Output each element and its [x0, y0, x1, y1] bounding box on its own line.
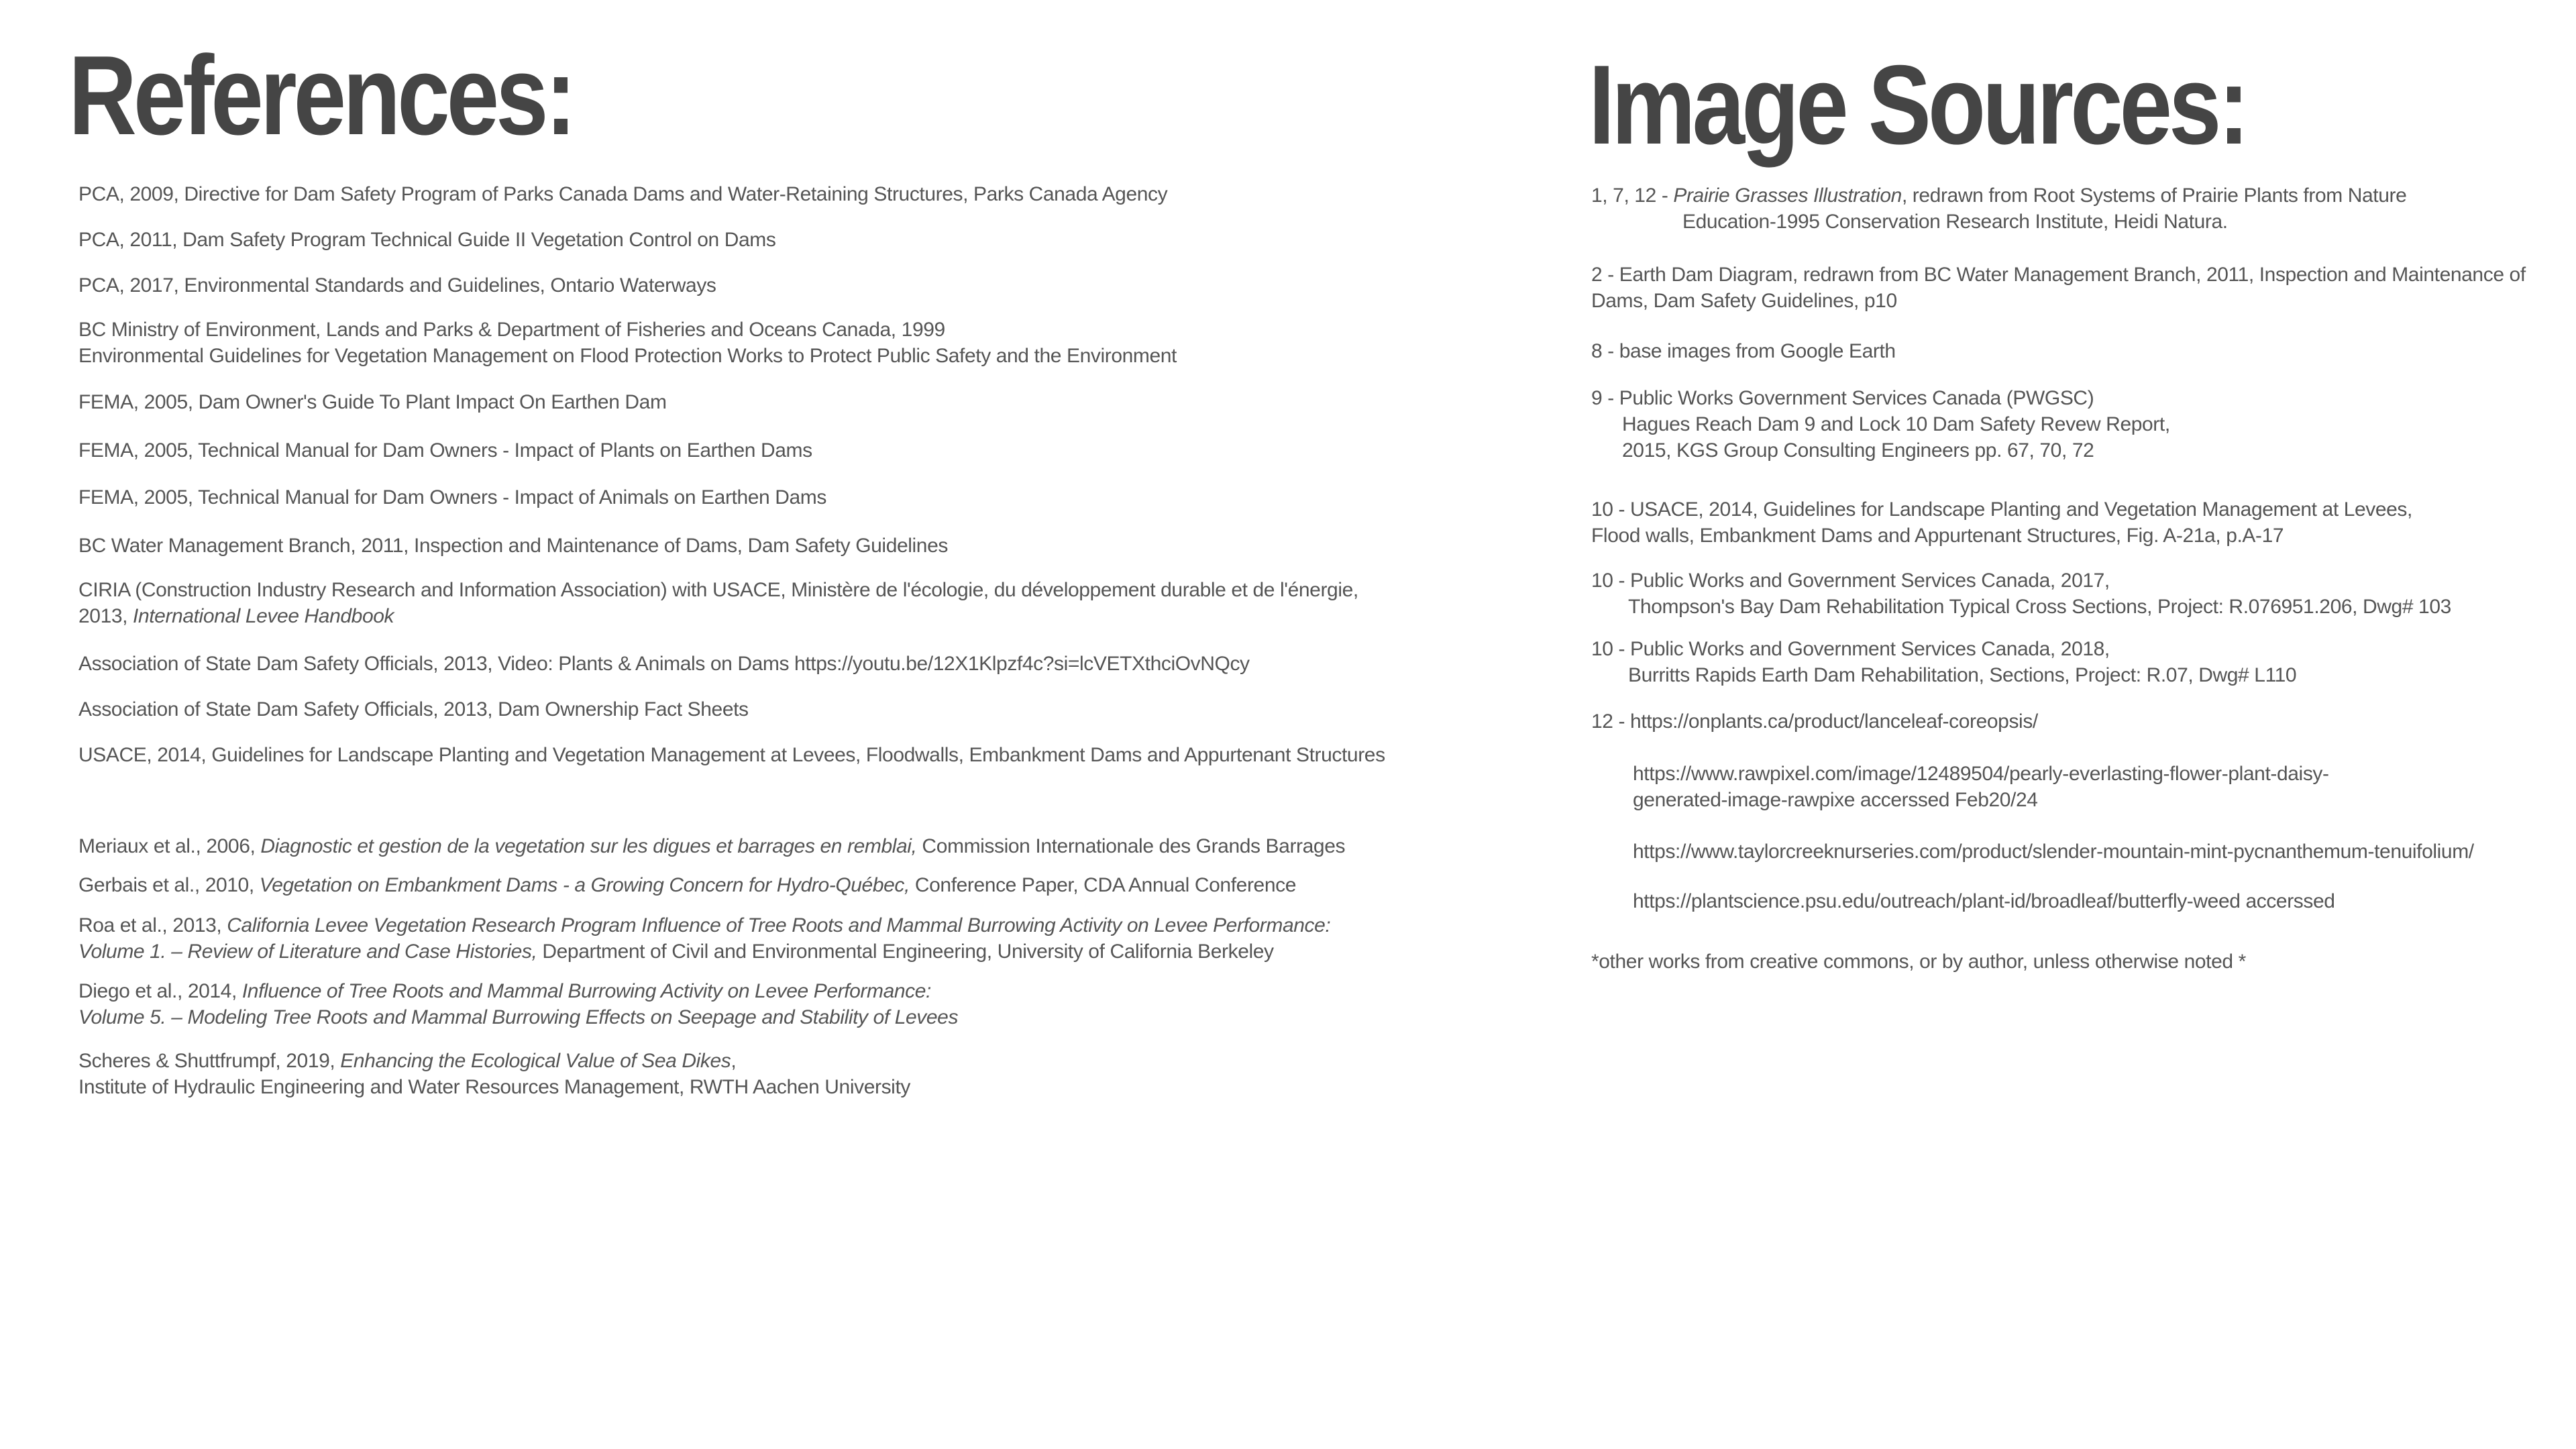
reference-item [78, 317, 1177, 369]
reference-item [78, 533, 948, 559]
reference-item [78, 872, 1296, 898]
image-source-item [1591, 839, 2474, 865]
reference-text: USACE, 2014, Guidelines for Landscape Planting and Vegetation Management at Levees, Floodwalls, Embankment Dams and Appurtenant Structures [78, 744, 1385, 766]
reference-text-line2: Volume 1. – Review of Literature and Case Histories, Department of Civil and Environmental Engineering, University of California Berkeley [78, 941, 1274, 963]
image-source-text-line2: Education-1995 Conservation Research Institute, Heidi Natura. [1682, 211, 2228, 233]
image-source-item [1591, 949, 2246, 975]
image-source-text: 8 - base images from Google Earth [1591, 340, 1896, 362]
references-heading: References: [68, 32, 574, 158]
reference-item [78, 833, 1345, 859]
reference-item [78, 437, 812, 464]
reference-text: FEMA, 2005, Technical Manual for Dam Owners - Impact of Animals on Earthen Dams [78, 486, 826, 508]
image-source-text: 10 - USACE, 2014, Guidelines for Landscape Planting and Vegetation Management at Levees, [1591, 498, 2412, 521]
reference-item [78, 227, 775, 253]
image-source-item [1591, 761, 2329, 813]
reference-item [78, 272, 716, 299]
reference-text: Scheres & Shuttfrumpf, 2019, Enhancing the Ecological Value of Sea Dikes, [78, 1050, 737, 1072]
image-source-text-line2: generated-image-rawpixe accerssed Feb20/24 [1633, 789, 2038, 811]
reference-text: PCA, 2017, Environmental Standards and Guidelines, Ontario Waterways [78, 274, 716, 297]
image-source-text: 9 - Public Works Government Services Canada (PWGSC) [1591, 387, 2094, 409]
image-source-item [1591, 496, 2412, 549]
reference-text: Gerbais et al., 2010, Vegetation on Embankment Dams - a Growing Concern for Hydro-Québec, Conference Paper, CDA Annual Conference [78, 874, 1296, 896]
image-source-text-line2: Dams, Dam Safety Guidelines, p10 [1591, 290, 1897, 312]
image-source-text-line2: Thompson's Bay Dam Rehabilitation Typical Cross Sections, Project: R.076951.206, Dwg# 103 [1628, 596, 2451, 618]
reference-text-line2: Volume 5. – Modeling Tree Roots and Mammal Burrowing Effects on Seepage and Stability of Levees [78, 1006, 959, 1028]
reference-text: PCA, 2009, Directive for Dam Safety Program of Parks Canada Dams and Water-Retaining Structures, Parks Canada Agency [78, 183, 1168, 205]
image-source-text: https://plantscience.psu.edu/outreach/plant-id/broadleaf/butterfly-weed accerssed [1633, 890, 2335, 912]
reference-text: Roa et al., 2013, California Levee Vegetation Research Program Influence of Tree Roots and Mammal Burrowing Activity on Levee Performance: [78, 914, 1331, 936]
image-source-text-line2: Flood walls, Embankment Dams and Appurtenant Structures, Fig. A-21a, p.A-17 [1591, 525, 2284, 547]
image-source-text: 10 - Public Works and Government Services Canada, 2018, [1591, 638, 2110, 660]
reference-text: Meriaux et al., 2006, Diagnostic et gestion de la vegetation sur les digues et barrages en remblai, Commission Internationale des Grands Barrages [78, 835, 1346, 857]
reference-item [78, 651, 1250, 677]
image-sources-heading: Image Sources: [1589, 42, 2247, 168]
reference-item [78, 696, 749, 722]
reference-item [78, 978, 958, 1030]
reference-item [78, 484, 826, 511]
reference-text-line2: Institute of Hydraulic Engineering and Water Resources Management, RWTH Aachen University [78, 1076, 910, 1098]
image-source-text: 12 - https://onplants.ca/product/lanceleaf-coreopsis/ [1591, 710, 2038, 733]
reference-text: CIRIA (Construction Industry Research and Information Association) with USACE, Ministère de l'écologie, du développement durable et de l'énergie, [78, 579, 1358, 601]
image-source-text: 10 - Public Works and Government Services Canada, 2017, [1591, 570, 2110, 592]
reference-item [78, 912, 1330, 965]
image-source-item [1591, 338, 1896, 364]
image-source-text: 2 - Earth Dam Diagram, redrawn from BC Water Management Branch, 2011, Inspection and Maintenance of [1591, 264, 2526, 286]
reference-item [78, 1048, 910, 1100]
image-source-text-line3: 2015, KGS Group Consulting Engineers pp. 67, 70, 72 [1622, 439, 2094, 462]
image-source-item [1591, 888, 2335, 914]
reference-item [78, 742, 1385, 768]
image-source-text: 1, 7, 12 - Prairie Grasses Illustration, redrawn from Root Systems of Prairie Plants from Nature [1591, 184, 2407, 207]
image-source-item [1591, 182, 2406, 235]
image-source-item [1591, 262, 2526, 314]
reference-text-line2: Environmental Guidelines for Vegetation Management on Flood Protection Works to Protect Public Safety and the Environment [78, 345, 1177, 367]
image-source-item [1591, 708, 2038, 735]
image-source-footnote: *other works from creative commons, or by author, unless otherwise noted * [1591, 951, 2246, 973]
reference-text: PCA, 2011, Dam Safety Program Technical Guide II Vegetation Control on Dams [78, 229, 776, 251]
reference-item [78, 181, 1167, 207]
reference-text: FEMA, 2005, Technical Manual for Dam Owners - Impact of Plants on Earthen Dams [78, 439, 812, 462]
reference-item [78, 389, 667, 415]
reference-text-line2: 2013, International Levee Handbook [78, 605, 394, 627]
reference-text: Association of State Dam Safety Officials, 2013, Dam Ownership Fact Sheets [78, 698, 749, 720]
reference-text: BC Ministry of Environment, Lands and Parks & Department of Fisheries and Oceans Canada, 1999 [78, 319, 945, 341]
reference-text: Association of State Dam Safety Officials, 2013, Video: Plants & Animals on Dams https://youtu.be/12X1Klpzf4c?si=lcVETXthciOvNQcy [78, 653, 1250, 675]
reference-text: Diego et al., 2014, Influence of Tree Roots and Mammal Burrowing Activity on Levee Performance: [78, 980, 931, 1002]
image-source-item [1591, 568, 2451, 620]
reference-text: FEMA, 2005, Dam Owner's Guide To Plant Impact On Earthen Dam [78, 391, 667, 413]
reference-item [78, 577, 1358, 629]
reference-text: BC Water Management Branch, 2011, Inspection and Maintenance of Dams, Dam Safety Guidelines [78, 535, 948, 557]
image-source-item [1591, 385, 2170, 464]
image-source-text-line2: Burritts Rapids Earth Dam Rehabilitation, Sections, Project: R.07, Dwg# L110 [1628, 664, 2297, 686]
image-source-text-line2: Hagues Reach Dam 9 and Lock 10 Dam Safety Revew Report, [1622, 413, 2170, 435]
image-source-text: https://www.rawpixel.com/image/12489504/pearly-everlasting-flower-plant-daisy- [1633, 763, 2329, 785]
image-source-item [1591, 636, 2296, 688]
image-source-text: https://www.taylorcreeknurseries.com/product/slender-mountain-mint-pycnanthemum-tenuifolium/ [1633, 841, 2474, 863]
